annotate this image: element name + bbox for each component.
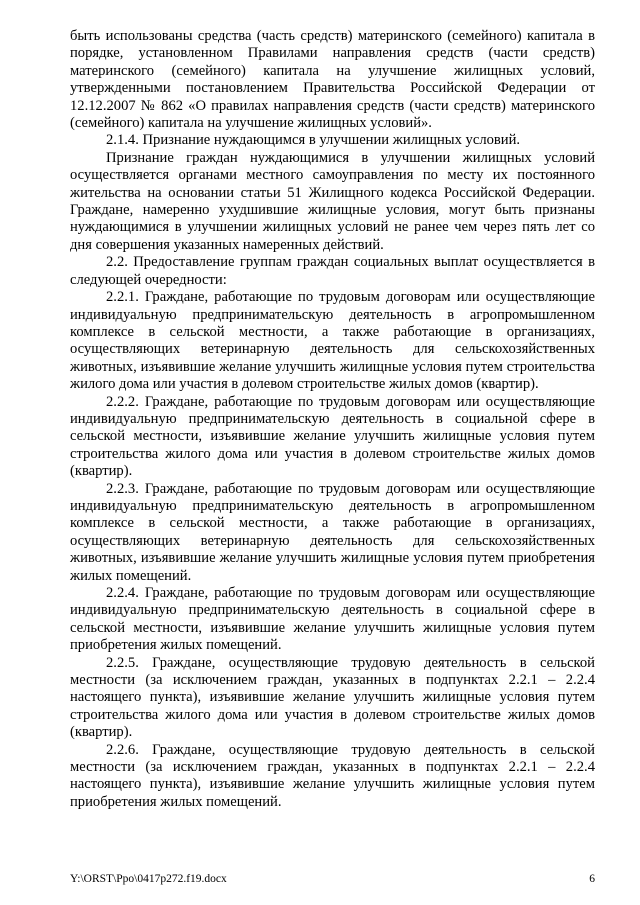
paragraph-2-2-2: 2.2.2. Граждане, работающие по трудовым договорам или осуществляющие индивидуальную предпринимательскую деятельность в социальной сфере в сельской местности, изъявившие желание улучшить жилищные условия путем строительства жилого дома или участия в долевом строительстве жилых домов (квартир). [70,393,595,480]
paragraph-2-2-3: 2.2.3. Граждане, работающие по трудовым договорам или осуществляющие индивидуальную предпринимательскую деятельность в агропромышленном комплексе в сельской местности, а также работающие в организациях, осуществляющих ветеринарную деятельность для сельскохозяйственных животных, изъявившие желание улучшить жилищные условия путем приобретения жилых помещений. [70,480,595,584]
paragraph-2-2-6: 2.2.6. Граждане, осуществляющие трудовую деятельность в сельской местности (за исключением граждан, указанных в подпунктах 2.2.1 – 2.2.4 настоящего пункта), изъявившие желание улучшить жилищные условия путем приобретения жилых помещений. [70,741,595,810]
footer-file-path: Y:\ORST\Ppo\0417p272.f19.docx [70,873,227,885]
paragraph-2-2-5: 2.2.5. Граждане, осуществляющие трудовую деятельность в сельской местности (за исключением граждан, указанных в подпунктах 2.2.1 – 2.2.4 настоящего пункта), изъявившие желание улучшить жилищные условия путем строительства жилого дома или участия в долевом строительстве жилых домов (квартир). [70,654,595,741]
paragraph-2-2-1: 2.2.1. Граждане, работающие по трудовым договорам или осуществляющие индивидуальную предпринимательскую деятельность в агропромышленном комплексе в сельской местности, а также работающие в организациях, осуществляющих ветеринарную деятельность для сельскохозяйственных животных, изъявившие желание улучшить жилищные условия путем строительства жилого дома или участия в долевом строительстве жилых домов (квартир). [70,289,595,393]
page-number: 6 [589,873,595,885]
paragraph-continuation: быть использованы средства (часть средств) материнского (семейного) капитала в порядке, установленном Правилами направления средств (части средств) материнского (семейного) капитала на улучшение жилищных условий, утвержденными постановлением Правительства Российской Федерации от 12.12.2007 № 862 «О правилах направления средств (части средств) материнского (семейного) капитала на улучшение жилищных условий». [70,28,595,132]
paragraph-recognition: Признание граждан нуждающимися в улучшении жилищных условий осуществляется органами местного самоуправления по месту их постоянного жительства на основании статьи 51 Жилищного кодекса Российской Федерации. Граждане, намеренно ухудшившие жилищные условия, могут быть признаны нуждающимися в улучшении жилищных условий не ранее чем через пять лет со дня совершения указанных намеренных действий. [70,149,595,253]
paragraph-2-1-4: 2.1.4. Признание нуждающимся в улучшении жилищных условий. [106,132,521,149]
paragraph-2-2-4: 2.2.4. Граждане, работающие по трудовым договорам или осуществляющие индивидуальную предпринимательскую деятельность в социальной сфере в сельской местности, изъявившие желание улучшить жилищные условия путем приобретения жилых помещений. [70,585,595,654]
document-page [70,28,595,811]
paragraph-2-2: 2.2. Предоставление группам граждан социальных выплат осуществляется в следующей очередности: [70,254,595,288]
